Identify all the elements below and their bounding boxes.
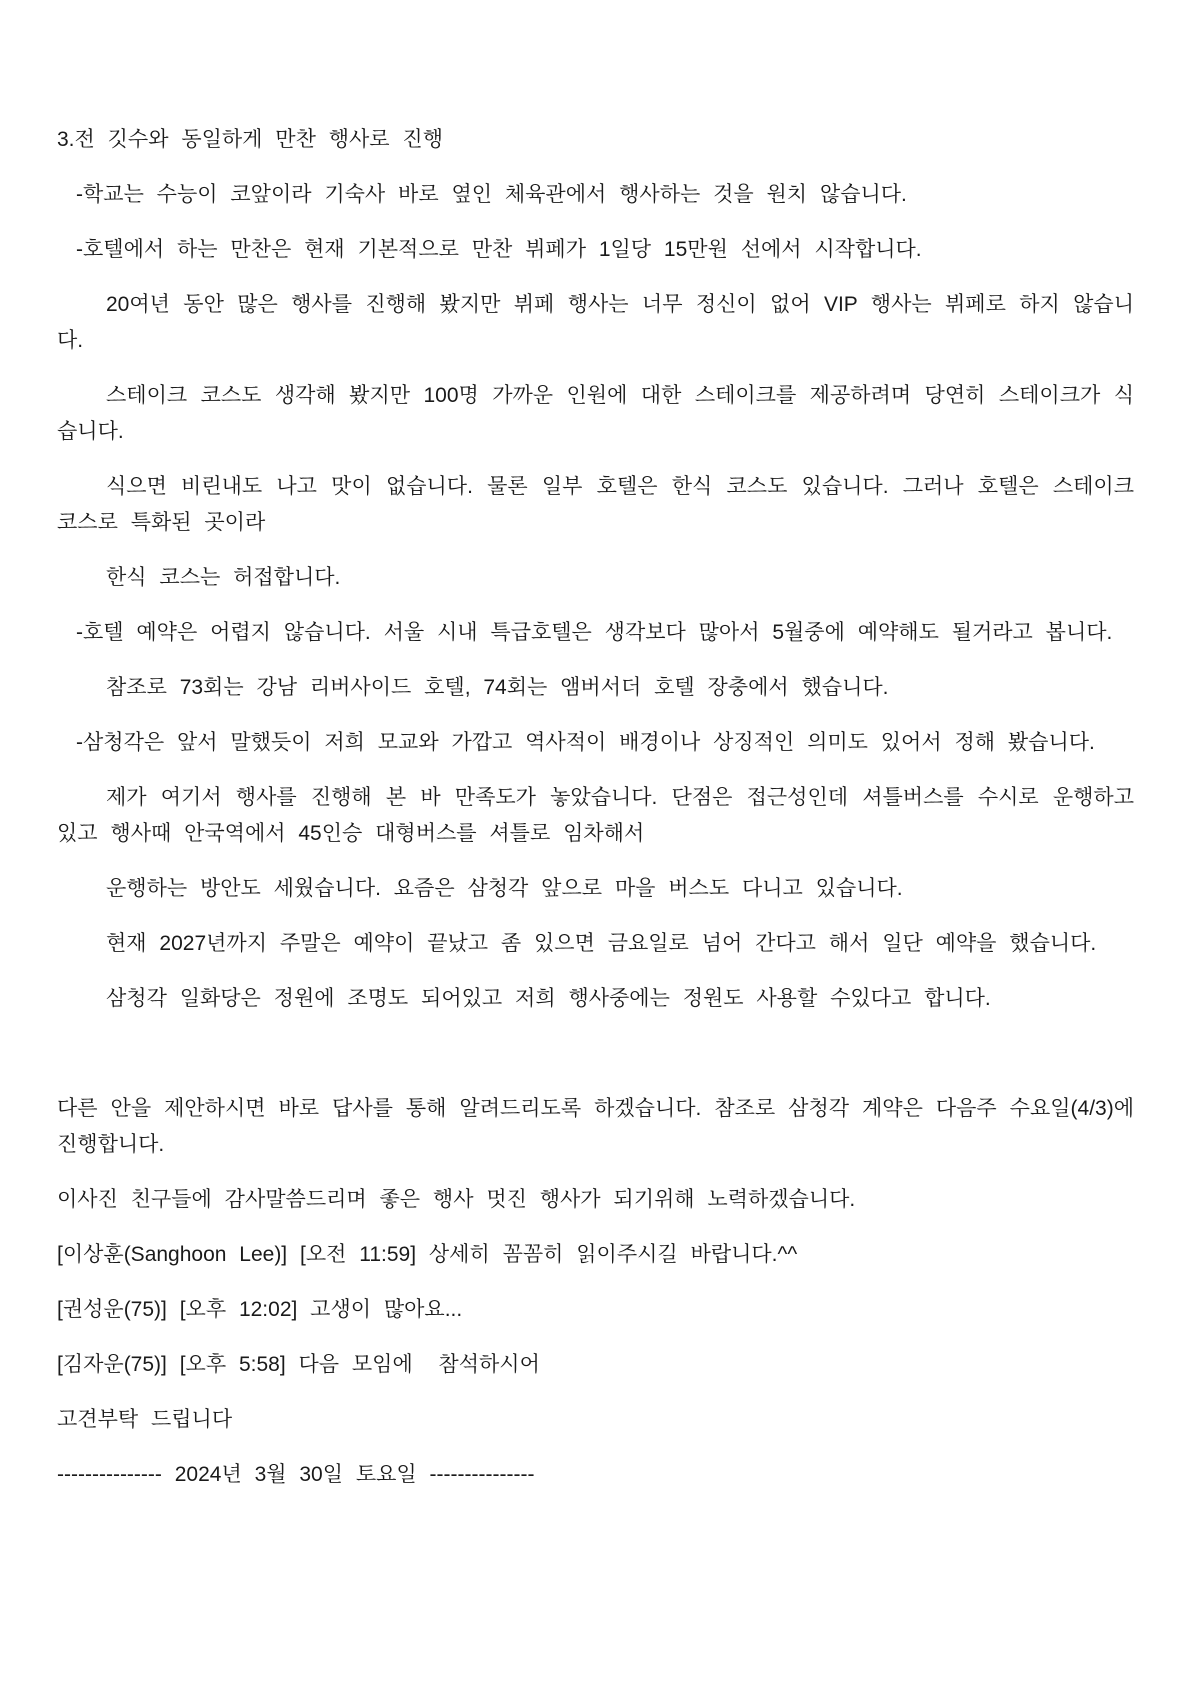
paragraph: 다른 안을 제안하시면 바로 답사를 통해 알려드리도록 하겠습니다. 참조로 삼청각 계약은 다음주 수요일(4/3)에 진행합니다. <box>57 1097 1147 1156</box>
paragraph: 현재 2027년까지 주말은 예약이 끝났고 좀 있으면 금요일로 넘어 간다고 해서 일단 예약을 했습니다. <box>106 932 1097 955</box>
paragraph: -삼청각은 앞서 말했듯이 저희 모교와 가깝고 역사적이 배경이나 상징적인 의미도 있어서 정해 봤습니다. <box>76 731 1095 754</box>
paragraph: 제가 여기서 행사를 진행해 본 바 만족도가 놓았습니다. 단점은 접근성인데 셔틀버스를 수시로 운행하고 있고 행사때 안국역에서 45인승 대형버스를 셔틀로 임차해서 <box>57 786 1147 845</box>
paragraph: [이상훈(Sanghoon Lee)] [오전 11:59] 상세히 꼼꼼히 읽이주시길 바랍니다.^^ <box>57 1243 798 1266</box>
blank-line <box>57 1036 1134 1072</box>
paragraph: 고견부탁 드립니다 <box>57 1408 233 1431</box>
paragraph: -호텔에서 하는 만찬은 현재 기본적으로 만찬 뷔페가 1일당 15만원 선에서 시작합니다. <box>76 238 922 261</box>
paragraph: 이사진 친구들에 감사말씀드리며 좋은 행사 멋진 행사가 되기위해 노력하겠습니다. <box>57 1188 856 1211</box>
paragraph: 참조로 73회는 강남 리버사이드 호텔, 74회는 앰버서더 호텔 장충에서 했습니다. <box>106 676 889 699</box>
paragraph: --------------- 2024년 3월 30일 토요일 --------------- <box>57 1463 535 1486</box>
paragraph: 운행하는 방안도 세웠습니다. 요즘은 삼청각 앞으로 마을 버스도 다니고 있습니다. <box>106 877 903 900</box>
paragraph: [김자운(75)] [오후 5:58] 다음 모임에 참석하시어 <box>57 1353 540 1376</box>
paragraph: [권성운(75)] [오후 12:02] 고생이 많아요... <box>57 1298 463 1321</box>
paragraph: 한식 코스는 허접합니다. <box>106 566 341 589</box>
paragraph: 20여년 동안 많은 행사를 진행해 봤지만 뷔페 행사는 너무 정신이 없어 VIP 행사는 뷔페로 하지 않습니다. <box>57 293 1134 352</box>
paragraph: -호텔 예약은 어렵지 않습니다. 서울 시내 특급호텔은 생각보다 많아서 5월중에 예약해도 될거라고 봅니다. <box>76 621 1113 644</box>
paragraph: 식으면 비린내도 나고 맛이 없습니다. 물론 일부 호텔은 한식 코스도 있습니다. 그러나 호텔은 스테이크 코스로 특화된 곳이라 <box>57 475 1147 534</box>
paragraph: 3.전 깃수와 동일하게 만찬 행사로 진행 <box>57 128 443 151</box>
paragraph: -학교는 수능이 코앞이라 기숙사 바로 옆인 체육관에서 행사하는 것을 원치 않습니다. <box>76 183 907 206</box>
paragraph: 삼청각 일화당은 정원에 조명도 되어있고 저희 행사중에는 정원도 사용할 수있다고 합니다. <box>106 987 991 1010</box>
paragraph: 스테이크 코스도 생각해 봤지만 100명 가까운 인원에 대한 스테이크를 제공하려며 당연히 스테이크가 식습니다. <box>57 384 1134 443</box>
